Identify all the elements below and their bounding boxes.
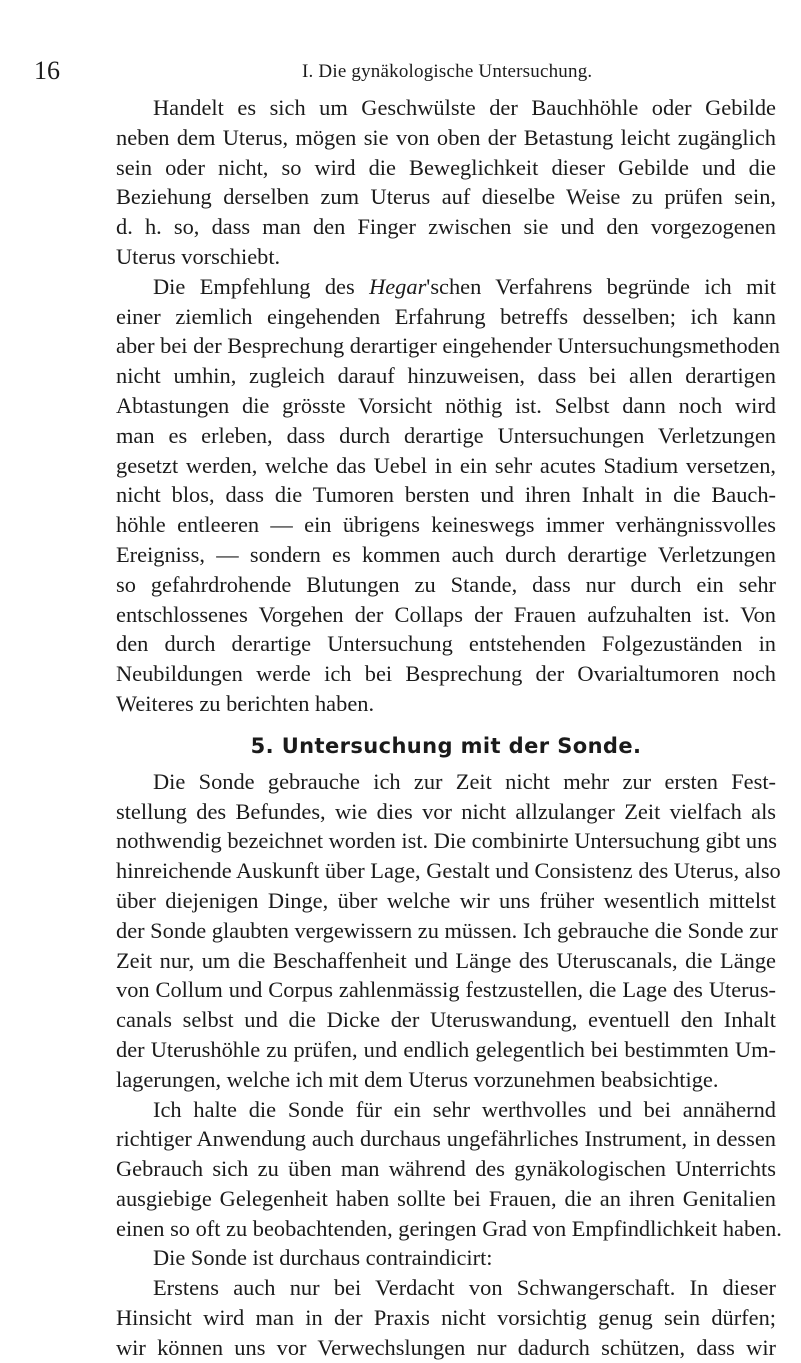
text-line: Zeit nur, um die Beschaffenheit und Länge des Uteruscanals, die Länge bbox=[116, 947, 776, 973]
text-line: so gefahrdrohende Blutungen zu Stande, dass nur durch ein sehr bbox=[116, 571, 776, 597]
text-line: d. h. so, dass man den Finger zwischen sie und den vorgezogenen bbox=[116, 214, 776, 240]
text-line: canals selbst und die Dicke der Uteruswandung, eventuell den Inhalt bbox=[116, 1007, 776, 1033]
text-line: den durch derartige Untersuchung entstehenden Folgezuständen in bbox=[116, 631, 776, 657]
text-line: Die Sonde ist durchaus contraindicirt: bbox=[153, 1245, 493, 1271]
text-line bbox=[116, 272, 776, 302]
text-line: Hinsicht wird man in der Praxis nicht vorsichtig genug sein dürfen; bbox=[116, 1305, 776, 1331]
text-fragment: Die Empfehlung des bbox=[153, 273, 370, 299]
text-line: nicht blos, dass die Tumoren bersten und ihren Inhalt in die Bauch- bbox=[116, 482, 776, 508]
text-line: über diejenigen Dinge, über welche wir uns früher wesentlich mittelst bbox=[116, 887, 776, 913]
text-line: Weiteres zu berichten haben. bbox=[116, 690, 375, 716]
text-line: einer ziemlich eingehenden Erfahrung betreffs desselben; ich kann bbox=[116, 303, 776, 329]
text-line: aber bei der Besprechung derartiger eingehender Untersuchungsmethoden bbox=[116, 333, 780, 359]
text-line: neben dem Uterus, mögen sie von oben der Betastung leicht zugänglich bbox=[116, 124, 776, 150]
text-line: Gebrauch sich zu üben man während des gynäkologischen Unterrichts bbox=[116, 1156, 776, 1182]
section-heading: 5. Untersuchung mit der Sonde. bbox=[250, 733, 642, 758]
text-line: Abtastungen die grösste Vorsicht nöthig ist. Selbst dann noch wird bbox=[116, 392, 776, 418]
text-line: der Sonde glaubten vergewissern zu müssen. Ich gebrauche die Sonde zur bbox=[116, 917, 778, 943]
text-line: einen so oft zu beobachtenden, geringen Grad von Empfindlichkeit haben. bbox=[116, 1215, 782, 1241]
text-line: Ereigniss, — sondern es kommen auch durch derartige Verletzungen bbox=[116, 541, 776, 567]
author-name: Hegar bbox=[369, 273, 427, 299]
text-line: Handelt es sich um Geschwülste der Bauchhöhle oder Gebilde bbox=[153, 95, 776, 120]
text-line: gesetzt werden, welche das Uebel in ein sehr acutes Stadium versetzen, bbox=[116, 452, 776, 478]
body-text bbox=[116, 93, 782, 1363]
text-line: ausgiebige Gelegenheit haben sollte bei Frauen, die an ihren Genitalien bbox=[116, 1185, 776, 1211]
text-line: Ich halte die Sonde für ein sehr werthvolles und bei annähernd bbox=[153, 1096, 776, 1122]
text-line: wir können uns vor Verwechslungen nur dadurch schützen, dass wir bbox=[116, 1334, 776, 1360]
text-line: sein oder nicht, so wird die Beweglichkeit dieser Gebilde und die bbox=[116, 154, 776, 180]
text-line: stellung des Befundes, wie dies vor nicht allzulanger Zeit vielfach als bbox=[116, 798, 776, 824]
running-head bbox=[34, 56, 754, 86]
text-line: nothwendig bezeichnet worden ist. Die combinirte Untersuchung gibt uns bbox=[116, 828, 777, 854]
text-fragment: 'schen Verfahrens begründe ich mit bbox=[426, 273, 777, 299]
text-line: man es erleben, dass durch derartige Untersuchungen Verletzungen bbox=[116, 422, 776, 448]
text-line: höhle entleeren — ein übrigens keineswegs immer verhängnissvolles bbox=[116, 512, 776, 538]
text-line: von Collum und Corpus zahlenmässig festzustellen, die Lage des Uterus- bbox=[116, 977, 776, 1003]
text-line: Uterus vorschiebt. bbox=[116, 243, 281, 269]
text-line: Beziehung derselben zum Uterus auf dieselbe Weise zu prüfen sein, bbox=[116, 184, 776, 210]
text-line: hinreichende Auskunft über Lage, Gestalt und Consistenz des Uterus, also bbox=[116, 858, 781, 884]
text-line: Die Sonde gebrauche ich zur Zeit nicht mehr zur ersten Fest- bbox=[153, 768, 776, 794]
text-line: richtiger Anwendung auch durchaus ungefährliches Instrument, in dessen bbox=[116, 1126, 776, 1152]
text-line: entschlossenes Vorgehen der Collaps der Frauen aufzuhalten ist. Von bbox=[116, 601, 776, 627]
text-line: lagerungen, welche ich mit dem Uterus vorzunehmen beabsichtige. bbox=[116, 1066, 719, 1092]
page-number: 16 bbox=[34, 56, 60, 85]
text-line: Erstens auch nur bei Verdacht von Schwangerschaft. In dieser bbox=[153, 1275, 776, 1301]
paragraph bbox=[116, 767, 781, 1095]
running-title: I. Die gynäkologische Untersuchung. bbox=[302, 61, 593, 82]
paragraph bbox=[116, 1243, 776, 1273]
paragraph bbox=[116, 272, 780, 719]
paragraph bbox=[116, 93, 776, 272]
text-line: Neubildungen werde ich bei Besprechung der Ovarialtumoren noch bbox=[116, 661, 776, 687]
text-line: nicht umhin, zugleich darauf hinzuweisen, dass bei allen derartigen bbox=[116, 363, 776, 389]
text-line: der Uterushöhle zu prüfen, und endlich gelegentlich bei bestimmten Um- bbox=[116, 1036, 776, 1062]
paragraph bbox=[116, 1095, 782, 1244]
